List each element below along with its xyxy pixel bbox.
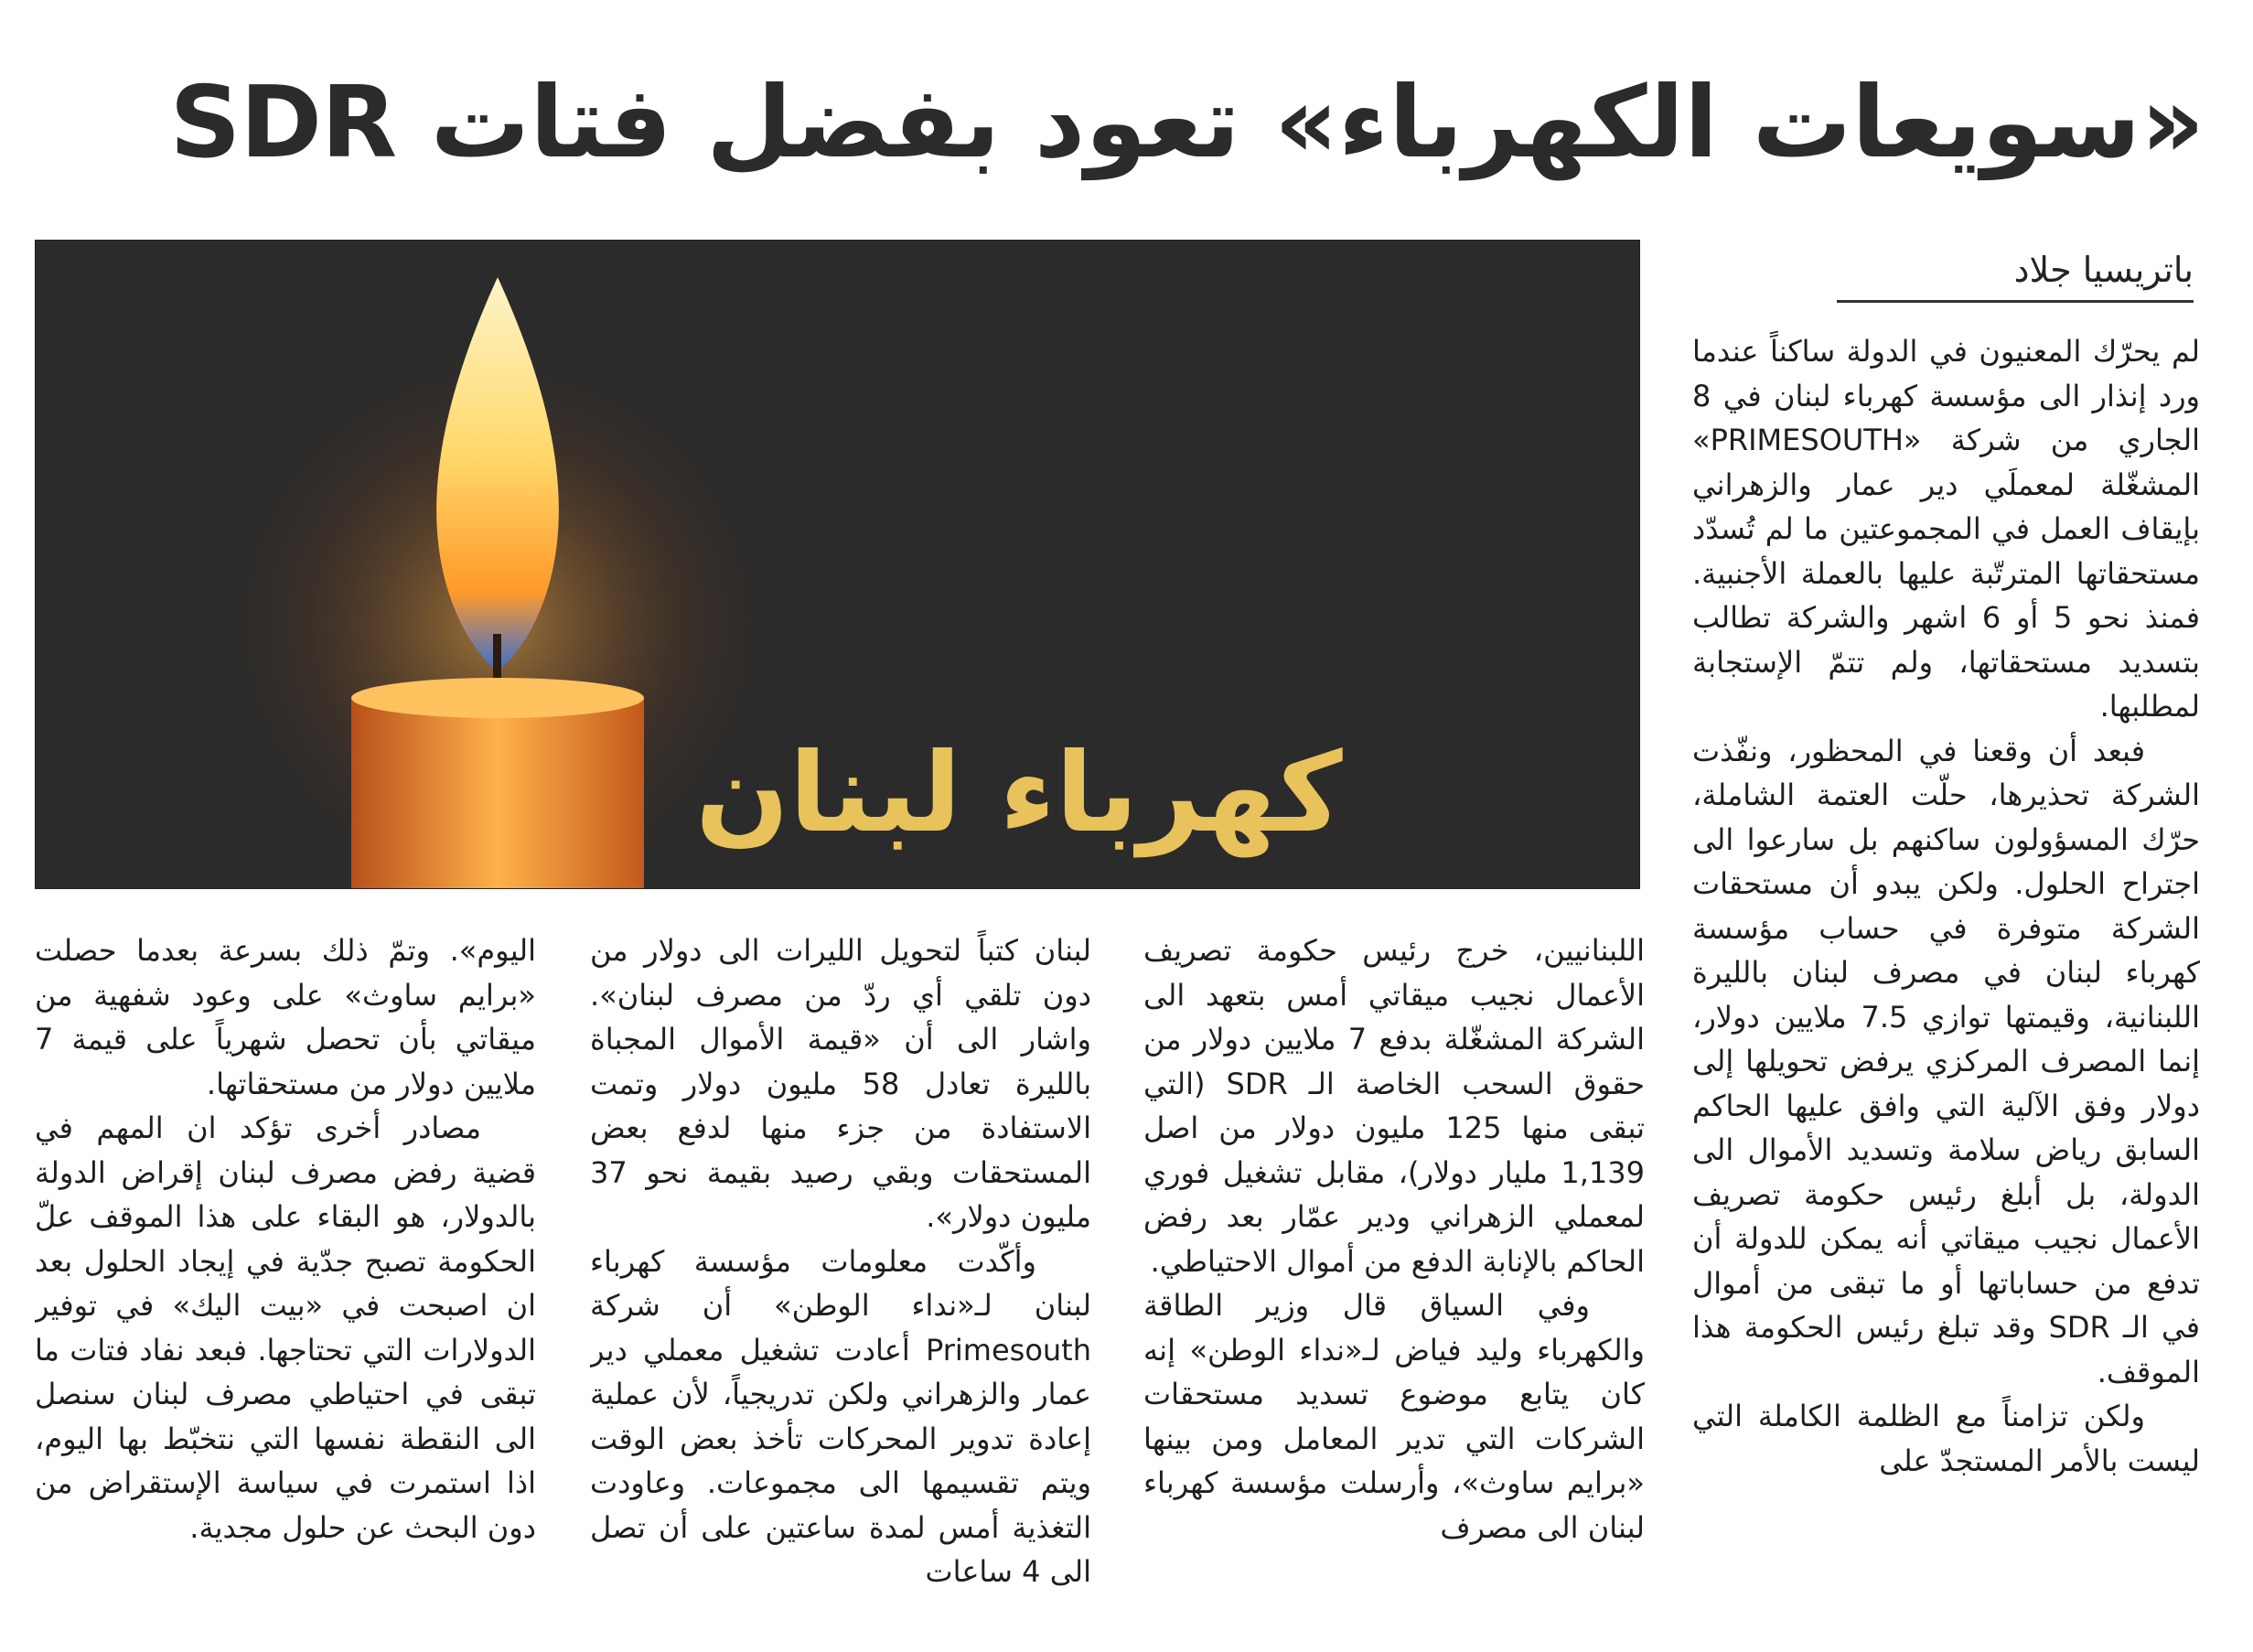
article-photo — [35, 240, 1640, 889]
headline: «سويعات الكهرباء» تعود بفضل فتات SDR — [169, 66, 2205, 180]
paragraph: اليوم». وتمّ ذلك بسرعة بعدما حصلت «برايم ساوث» على وعود شفهية من ميقاتي بأن تحصل شهرياً على قيمة 7 ملايين دولار من مستحقاتها. — [35, 933, 536, 1101]
article-column-3 — [590, 928, 1091, 1628]
article-column-1 — [1692, 329, 2200, 1628]
byline-rule — [1837, 300, 2194, 303]
paragraph: وفي السياق قال وزير الطاقة والكهرباء وليد فياض لـ«نداء الوطن» إنه كان يتابع موضوع تسديد مستحقات الشركات التي تدير المعامل ومن بينها «برايم ساوث»، وأرسلت مؤسسة كهرباء لبنان الى مصرف — [1143, 1288, 1645, 1545]
paragraph: لم يحرّك المعنيون في الدولة ساكناً عندما ورد إنذار الى مؤسسة كهرباء لبنان في 8 الجاري من شركة «PRIMESOUTH» المشغّلة لمعملَي دير عمار والزهراني بإيقاف العمل في المجموعتين ما لم تُسدّد مستحقاتها المترتّبة عليها بالعملة الأجنبية. فمنذ نحو 5 أو 6 اشهر والشركة تطالب بتسديد مستحقاتها، ولم تتمّ الإستجابة لمطلبها. — [1692, 334, 2200, 724]
paragraph: مصادر أخرى تؤكد ان المهم في قضية رفض مصرف لبنان إقراض الدولة بالدولار، هو البقاء على هذا الموقف علّ الحكومة تصبح جدّية في إيجاد الحلول بعد ان اصبحت في «بيت اليك» في توفير الدولارات التي تحتاجها. فبعد نفاد فتات ما تبقى في احتياطي مصرف لبنان سنصل الى النقطة نفسها التي نتخبّط بها اليوم، اذا استمرت في سياسة الإستقراض من دون البحث عن حلول مجدية. — [35, 1110, 536, 1545]
paragraph: لبنان كتباً لتحويل الليرات الى دولار من دون تلقي أي ردّ من مصرف لبنان». واشار الى أن «قيمة الأموال المجباة بالليرة تعادل 58 مليون دولار وتمت الاستفادة من جزء منها لدفع بعض المستحقات وبقي رصيد بقيمة نحو 37 مليون دولار». — [590, 933, 1091, 1234]
paragraph: ولكن تزامناً مع الظلمة الكاملة التي ليست بالأمر المستجدّ على — [1692, 1399, 2200, 1478]
paragraph: اللبنانيين، خرج رئيس حكومة تصريف الأعمال نجيب ميقاتي أمس بتعهد الى الشركة المشغّلة بدفع 7 ملايين دولار من حقوق السحب الخاصة الـ SDR (التي تبقى منها 125 مليون دولار من اصل 1,139 مليار دولار)، مقابل تشغيل فوري لمعملي الزهراني ودير عمّار بعد رفض الحاكم بالإنابة الدفع من أموال الاحتياطي. — [1143, 933, 1645, 1279]
photo-caption: كهرباء لبنان — [695, 730, 1343, 857]
paragraph: وأكّدت معلومات مؤسسة كهرباء لبنان لـ«نداء الوطن» أن شركة Primesouth أعادت تشغيل معملي دير عمار والزهراني ولكن تدريجياً، لأن عملية إعادة تدوير المحركات تأخذ بعض الوقت ويتم تقسيمها الى مجموعات. وعاودت التغذية أمس لمدة ساعتين على أن تصل الى 4 ساعات — [590, 1243, 1091, 1589]
byline: باتريسيا جلاد — [2013, 250, 2194, 290]
article-column-4 — [35, 928, 536, 1628]
article-column-2 — [1143, 928, 1645, 1628]
paragraph: فبعد أن وقعنا في المحظور، ونفّذت الشركة تحذيرها، حلّت العتمة الشاملة، حرّك المسؤولون ساكنهم بل سارعوا الى اجتراح الحلول. ولكن يبدو أن مستحقات الشركة متوفرة في حساب مؤسسة كهرباء لبنان في مصرف لبنان بالليرة اللبنانية، وقيمتها توازي 7.5 ملايين دولار، إنما المصرف المركزي يرفض تحويلها إلى دولار وفق الآلية التي وافق عليها الحاكم السابق رياض سلامة وتسديد الأموال الى الدولة، بل أبلغ رئيس حكومة تصريف الأعمال نجيب ميقاتي أنه يمكن للدولة أن تدفع من حساباتها أو ما تبقى من أموال في الـ SDR وقد تبلغ رئيس الحكومة هذا الموقف. — [1692, 733, 2200, 1389]
